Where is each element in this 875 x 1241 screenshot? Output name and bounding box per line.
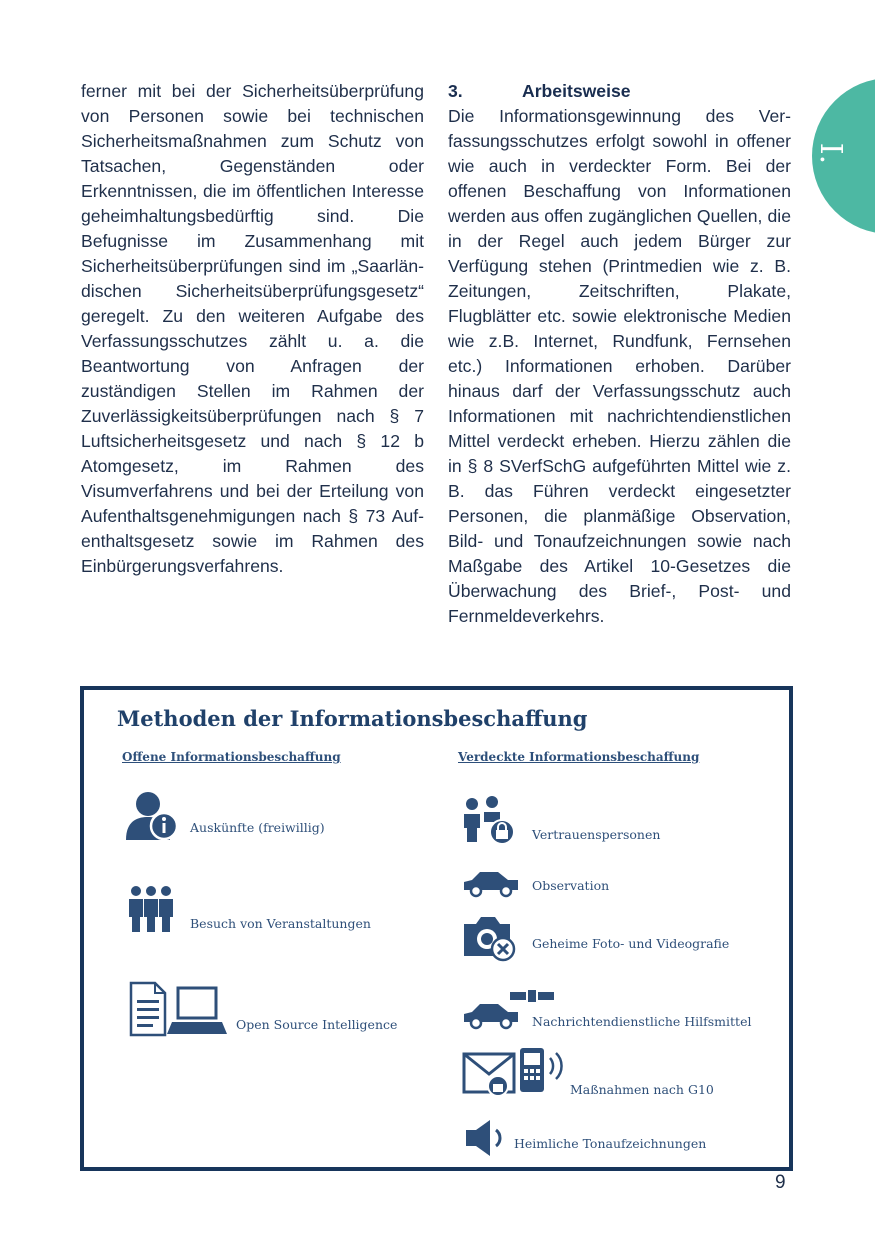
covert-item-label: Maßnahmen nach G10 (570, 1082, 714, 1097)
speaker-icon (464, 1118, 508, 1158)
covert-item-label: Vertrauenspersonen (532, 827, 661, 842)
section-title: Arbeitsweise (522, 81, 631, 101)
chapter-label: I. (813, 142, 849, 165)
group-icon (126, 884, 176, 934)
right-column (448, 79, 791, 629)
open-heading: Offene Informationsbeschaffung (122, 750, 341, 764)
left-column-text: ferner mit bei der Sicherheitsüberprüfung von Personen sowie bei technischen Sicherheitsmaßnahmen zum Schutz von Tatsachen, Gegenständen oder Erkenntnissen, die im öffentlichen Interesse geheimhaltungsbedürftig sind. Die Befugnisse im Zusammenhang mit Sicherheitsüberprüfungen sind im „Saarländischen Sicherheitsüberprüfungsgesetz“ geregelt. Zu den weiteren Aufgabe des Verfassungsschutzes zählt u. a. die Beantwortung von Anfragen der zuständigen Stellen im Rahmen der Zuverlässigkeitsüberprüfungen nach § 7 Luftsicherheitsgesetz und nach § 12 b Atomgesetz, im Rahmen des Visumverfahrens und bei der Erteilung von Aufenthaltsgenehmigungen nach § 73 Aufenthaltsgesetz sowie im Rahmen des Einbürgerungsverfahrens. (81, 81, 424, 576)
covert-item-label: Geheime Foto- und Videografie (532, 936, 730, 951)
left-column (81, 79, 424, 579)
envelope-phone-lock-icon (462, 1044, 572, 1102)
page-number: 9 (775, 1172, 786, 1193)
methods-figure (80, 686, 793, 1171)
covert-item-label: Heimliche Tonaufzeichnungen (514, 1136, 707, 1151)
open-item-label: Open Source Intelligence (236, 1017, 398, 1032)
camera-icon (462, 912, 518, 962)
figure-title: Methoden der Informationsbeschaffung (117, 706, 588, 731)
section-heading (448, 79, 791, 104)
document-laptop-icon (128, 980, 228, 1038)
covert-heading: Verdeckte Informationsbeschaffung (458, 750, 700, 764)
people-lock-icon (462, 796, 518, 846)
right-column-text: Die Informationsgewinnung des Verfassungsschutzes erfolgt sowohl in offener wie auch in verdeckter Form. Bei der offenen Beschaffung von Informationen werden aus offen zugänglichen Quellen, die in der Regel auch jedem Bürger zur Verfügung stehen (Printmedien wie z. B. Zeitungen, Zeitschriften, Plakate, Flugblätter etc. sowie elektronische Medien wie z.B. Internet, Rundfunk, Fernsehen etc.) Informationen erhoben. Darüber hinaus darf der Verfassungsschutz auch Informationen mit nachrichtendienstlichen Mittel verdeckt erheben. Hierzu zählen die in § 8 SVerfSchG aufgeführten Mittel wie z. B. das Führen verdeckt eingesetzter Personen, die planmäßige Observation, Bild- und Tonaufzeichnungen sowie nach Maßgabe des Artikel 10-Gesetzes die Überwachung des Brief-, Post- und Fernmeldeverkehrs. (448, 106, 791, 626)
open-item-label: Auskünfte (freiwillig) (190, 820, 325, 835)
section-number: 3. (448, 81, 463, 101)
covert-item-label: Observation (532, 878, 610, 893)
car-icon (462, 868, 522, 898)
person-info-icon (124, 790, 178, 842)
chapter-tab (812, 78, 875, 234)
open-item-label: Besuch von Veranstaltungen (190, 916, 371, 931)
covert-item-label: Nachrichtendienstliche Hilfsmittel (532, 1014, 752, 1029)
